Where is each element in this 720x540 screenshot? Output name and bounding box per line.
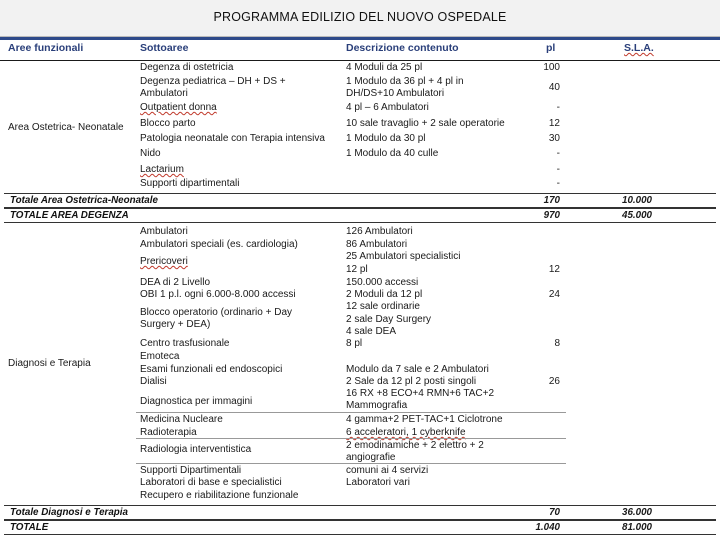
header-area: Aree funzionali (8, 42, 84, 54)
desc-row: 2 emodinamiche + 2 elettro + 2 (346, 440, 484, 451)
sub-row: Dialisi (140, 376, 167, 387)
desc-row: Mammografia (346, 400, 408, 411)
sub-row: Centro trasfusionale (140, 338, 230, 349)
desc-row: 2 Moduli da 12 pl (346, 289, 423, 300)
pl-row: 8 (554, 338, 560, 349)
desc-row: 1 Modulo da 30 pl (346, 133, 426, 144)
sub-row: Emoteca (140, 351, 180, 362)
page-title: PROGRAMMA EDILIZIO DEL NUOVO OSPEDALE (213, 10, 507, 24)
row-separator (136, 438, 566, 439)
row-separator (136, 463, 566, 464)
pl-row: - (556, 102, 560, 113)
total-pl: 70 (549, 507, 560, 518)
header-rule (0, 37, 720, 40)
desc-row: Modulo da 7 sale e 2 Ambulatori (346, 364, 489, 375)
area-label-diagnosi: Diagnosi e Terapia (8, 358, 91, 369)
sub-row: Degenza di ostetricia (140, 62, 234, 73)
total-sla: 10.000 (622, 195, 652, 206)
total-row-ostetrica (4, 193, 716, 208)
desc-row: 10 sale travaglio + 2 sale operatorie (346, 118, 505, 129)
desc-row: 6 acceleratori, 1 cyberknife (346, 427, 466, 438)
total-label: TOTALE AREA DEGENZA (10, 210, 129, 221)
header-pl: pl (546, 42, 556, 54)
sub-row: Esami funzionali ed endoscopici (140, 364, 283, 375)
sub-row: Outpatient donna (140, 102, 217, 113)
pl-row: 12 (548, 264, 560, 275)
sub-row: DEA di 2 Livello (140, 277, 211, 288)
desc-row: 4 gamma+2 PET-TAC+1 Ciclotrone (346, 414, 503, 425)
desc-row: Laboratori vari (346, 477, 410, 488)
header-sub: Sottoaree (140, 42, 189, 54)
pl-row: 26 (548, 376, 560, 387)
desc-row: DH/DS+10 Ambulatori (346, 88, 445, 99)
sub-row: Lactarium (140, 164, 184, 175)
sub-row: Medicina Nucleare (140, 414, 223, 425)
sub-row: Recupero e riabilitazione funzionale (140, 490, 299, 501)
desc-row: 4 sale DEA (346, 326, 397, 337)
desc-row: comuni ai 4 servizi (346, 465, 429, 476)
sub-row: Radioterapia (140, 427, 197, 438)
desc-row: 1 Modulo da 40 culle (346, 148, 439, 159)
desc-row: 150.000 accessi (346, 277, 419, 288)
sub-row: Ambulatori speciali (es. cardiologia) (140, 239, 298, 250)
header-sla: S.L.A. (624, 42, 654, 54)
desc-row: 4 pl – 6 Ambulatori (346, 102, 429, 113)
desc-row: 2 Sale da 12 pl 2 posti singoli (346, 376, 477, 387)
sub-row: Blocco parto (140, 118, 196, 129)
desc-row: 2 sale Day Surgery (346, 314, 432, 325)
sub-row: Prericoveri (140, 256, 188, 267)
sub-row: Diagnostica per immagini (140, 396, 253, 407)
desc-row: 12 pl (346, 264, 368, 275)
desc-row: 12 sale ordinarie (346, 301, 420, 312)
sub-row: Ambulatori (140, 226, 188, 237)
total-row-degenza (4, 208, 716, 223)
total-pl: 970 (543, 210, 560, 221)
grand-total-row (4, 520, 716, 535)
sub-row: Surgery + DEA) (140, 319, 211, 330)
sub-row: Nido (140, 148, 161, 159)
pl-row: - (556, 148, 560, 159)
desc-row: 8 pl (346, 338, 363, 349)
title-bar (0, 0, 720, 37)
total-label: Totale Diagnosi e Terapia (10, 507, 128, 518)
total-sla: 81.000 (622, 522, 652, 533)
row-separator (136, 412, 566, 413)
header-underline (0, 60, 720, 61)
sub-row: Degenza pediatrica – DH + DS + (140, 76, 286, 87)
pl-row: 30 (548, 133, 560, 144)
total-sla: 36.000 (622, 507, 652, 518)
sub-row: Supporti Dipartimentali (140, 465, 242, 476)
desc-row: 4 Moduli da 25 pl (346, 62, 423, 73)
sub-row: OBI 1 p.l. ogni 6.000-8.000 accessi (140, 289, 296, 300)
sub-row: Supporti dipartimentali (140, 178, 240, 189)
desc-row: 126 Ambulatori (346, 226, 413, 237)
total-sla: 45.000 (622, 210, 652, 221)
total-label: TOTALE (10, 522, 49, 533)
pl-row: 40 (548, 82, 560, 93)
sub-row: Ambulatori (140, 88, 188, 99)
total-pl: 1.040 (535, 522, 560, 533)
pl-row: - (556, 178, 560, 189)
total-row-diagnosi (4, 505, 716, 520)
total-label: Totale Area Ostetrica-Neonatale (10, 195, 158, 206)
pl-row: 100 (543, 62, 560, 73)
area-label-ostetrica: Area Ostetrica- Neonatale (8, 122, 124, 133)
sub-row: Patologia neonatale con Terapia intensiva (140, 133, 325, 144)
desc-row: angiografie (346, 452, 396, 463)
header-desc: Descrizione contenuto (346, 42, 459, 54)
sub-row: Blocco operatorio (ordinario + Day (140, 307, 293, 318)
pl-row: - (556, 164, 560, 175)
pl-row: 12 (548, 118, 560, 129)
desc-row: 25 Ambulatori specialistici (346, 251, 461, 262)
desc-row: 16 RX +8 ECO+4 RMN+6 TAC+2 (346, 388, 495, 399)
sub-row: Radiologia interventistica (140, 444, 252, 455)
pl-row: 24 (548, 289, 560, 300)
desc-row: 1 Modulo da 36 pl + 4 pl in (346, 76, 464, 87)
desc-row: 86 Ambulatori (346, 239, 408, 250)
total-pl: 170 (543, 195, 560, 206)
sub-row: Laboratori di base e specialistici (140, 477, 282, 488)
